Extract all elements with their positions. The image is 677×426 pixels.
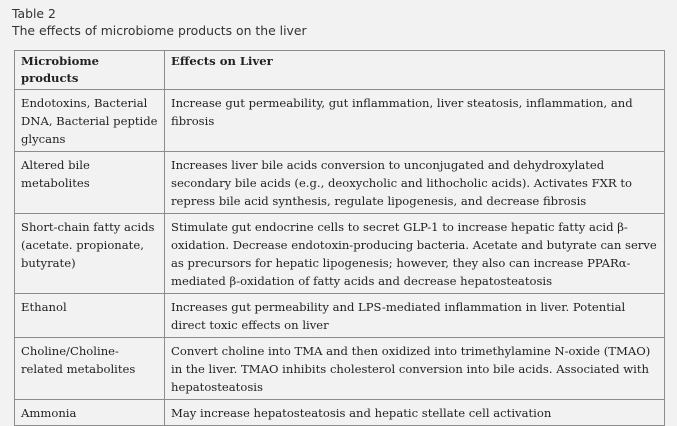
effect-cell: Stimulate gut endocrine cells to secret GLP-1 to increase hepatic fatty acid β-oxidation. Decrease endotoxin-producing bacteria. Acetate and butyrate can serve as precursors for hepatic lipogenesis; however, they also can increase PPARα-mediated β-oxidation of fatty acids and decrease hepatosteatosis: [165, 214, 665, 294]
effect-cell: May increase hepatosteatosis and hepatic stellate cell activation: [165, 400, 665, 426]
product-cell: Endotoxins, Bacterial DNA, Bacterial peptide glycans: [15, 90, 165, 152]
microbiome-effects-table: [14, 50, 665, 426]
effect-cell: Convert choline into TMA and then oxidized into trimethylamine N-oxide (TMAO) in the liver. TMAO inhibits cholesterol conversion into bile acids. Associated with hepatosteatosis: [165, 338, 665, 400]
column-header-effects: Effects on Liver: [165, 51, 665, 90]
table-row: [15, 400, 665, 426]
product-cell: Ammonia: [15, 400, 165, 426]
table-row: [15, 152, 665, 214]
column-header-products: Microbiome products: [15, 51, 165, 90]
table-caption: [12, 5, 307, 39]
table-row: [15, 338, 665, 400]
table-header-row: [15, 51, 665, 90]
product-cell: Altered bile metabolites: [15, 152, 165, 214]
table-row: [15, 214, 665, 294]
table-row: [15, 90, 665, 152]
table-title: The effects of microbiome products on the liver: [12, 23, 307, 38]
table-label: Table 2: [12, 6, 56, 21]
product-cell: Ethanol: [15, 294, 165, 338]
product-cell: Short-chain fatty acids (acetate. propionate, butyrate): [15, 214, 165, 294]
product-cell: Choline/Choline-related metabolites: [15, 338, 165, 400]
effect-cell: Increase gut permeability, gut inflammation, liver steatosis, inflammation, and fibrosis: [165, 90, 665, 152]
effect-cell: Increases liver bile acids conversion to unconjugated and dehydroxylated secondary bile acids (e.g., deoxycholic and lithocholic acids). Activates FXR to repress bile acid synthesis, regulate lipogenesis, and decrease fibrosis: [165, 152, 665, 214]
table-row: [15, 294, 665, 338]
effect-cell: Increases gut permeability and LPS-mediated inflammation in liver. Potential direct toxic effects on liver: [165, 294, 665, 338]
